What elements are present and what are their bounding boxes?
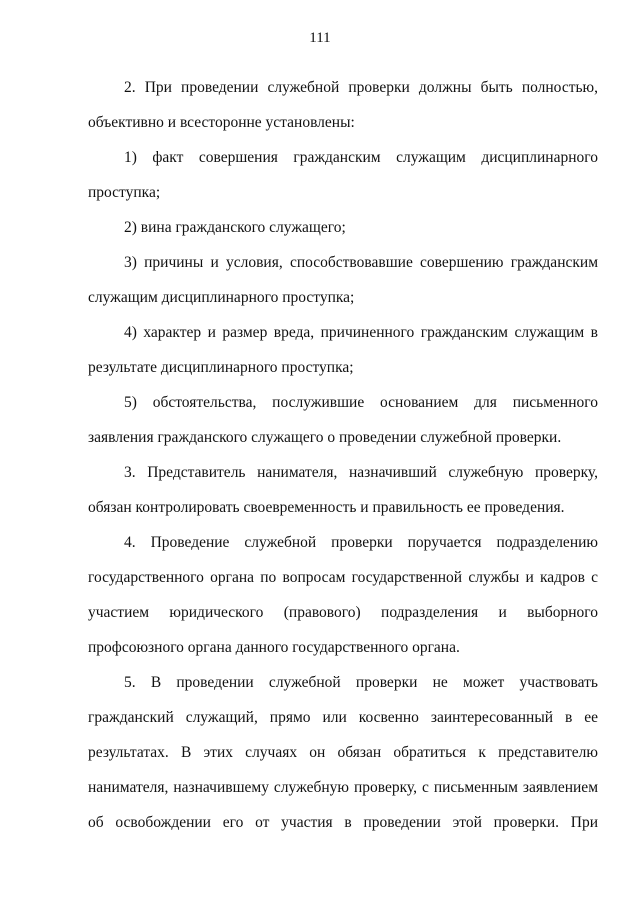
list-item-5: 5) обстоятельства, послужившие основанием для письменного заявления гражданского служащего о проведении служебной проверки.: [88, 394, 598, 446]
paragraph-4: 4. Проведение служебной проверки поручается подразделению государственного органа по вопросам государственной службы и кадров с участием юридического (правового) подразделения и выборного профсоюзного органа данного государственного органа.: [88, 534, 598, 656]
page-body: [88, 70, 598, 840]
list-item-4: 4) характер и размер вреда, причиненного гражданским служащим в результате дисциплинарного проступка;: [88, 324, 598, 376]
list-item-3: 3) причины и условия, способствовавшие совершению гражданским служащим дисциплинарного проступка;: [88, 254, 598, 306]
list-item-2: 2) вина гражданского служащего;: [124, 219, 346, 236]
page-number: 111: [309, 30, 331, 46]
paragraph-5: 5. В проведении служебной проверки не может участвовать гражданский служащий, прямо или косвенно заинтересованный в ее результатах. В этих случаях он обязан обратиться к представителю нанимателя, назначившему служебную проверку, с письменным заявлением об освобождении его от участия в проведении этой проверки. При: [88, 674, 598, 831]
list-item-1: 1) факт совершения гражданским служащим дисциплинарного проступка;: [88, 149, 598, 201]
paragraph-2: 2. При проведении служебной проверки должны быть полностью, объективно и всесторонне установлены:: [88, 79, 598, 131]
paragraph-3: 3. Представитель нанимателя, назначивший служебную проверку, обязан контролировать своевременность и правильность ее проведения.: [88, 464, 598, 516]
